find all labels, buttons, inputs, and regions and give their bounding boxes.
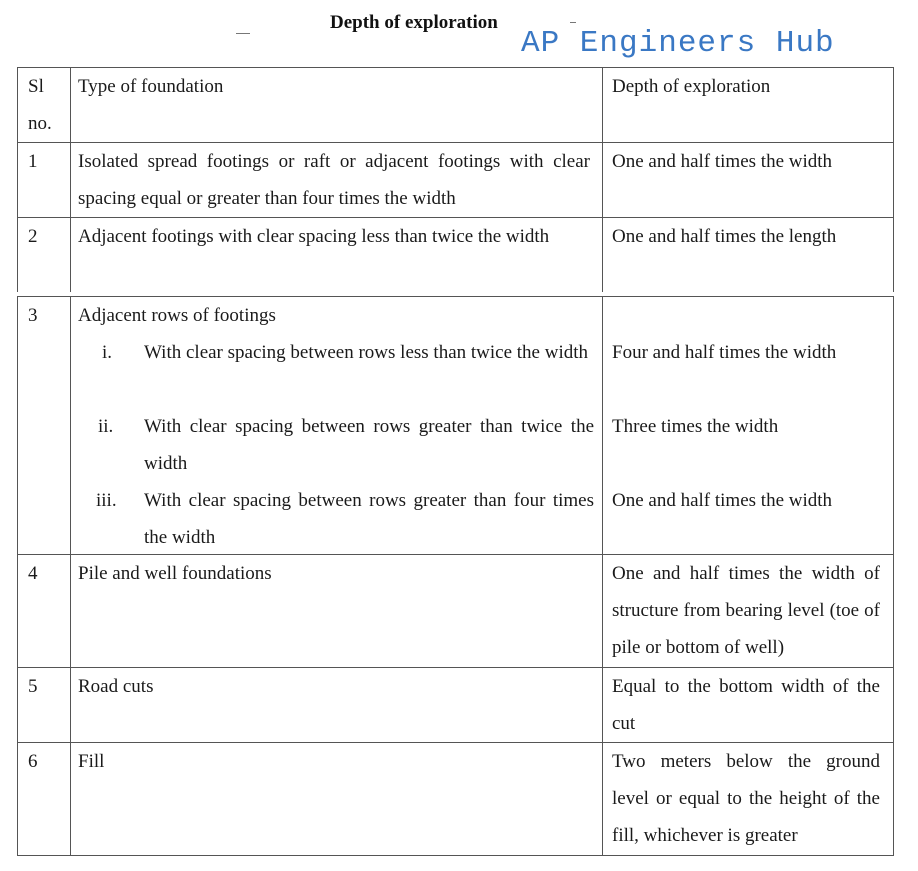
exploration-table [17,67,894,856]
header-depth: Depth of exploration [612,76,771,97]
row-number: 2 [28,226,38,247]
sub-item-number: ii. [98,416,114,437]
exploration-depth: Equal to the bottom width of the cut [612,676,880,734]
row-number: 6 [28,751,38,772]
foundation-type: Isolated spread footings or raft or adjacent footings with clear spacing equal or greater than four times the width [78,151,590,209]
watermark: AP Engineers Hub [521,26,835,61]
foundation-type: Adjacent rows of footings [78,305,276,326]
foundation-type: Road cuts [78,676,154,697]
row-number: 4 [28,563,38,584]
exploration-depth: Two meters below the ground level or equal to the height of the fill, whichever is greater [612,751,880,846]
table-row [17,554,894,667]
exploration-depth: One and half times the width [612,151,833,172]
sub-item-number: i. [102,342,113,363]
sub-item-text: With clear spacing between rows less than twice the width [144,342,589,363]
table-row [17,142,894,217]
sub-item-text: With clear spacing between rows greater than twice the width [144,416,594,474]
foundation-type: Adjacent footings with clear spacing less than twice the width [78,226,550,247]
table-row [17,217,894,292]
row-number: 3 [28,305,38,326]
exploration-depth: One and half times the width [612,490,833,511]
exploration-depth: Three times the width [612,416,779,437]
foundation-type: Pile and well foundations [78,563,272,584]
foundation-type: Fill [78,751,105,772]
page-title: Depth of exploration [330,12,498,33]
sub-item-number: iii. [96,490,117,511]
scan-mark [570,22,576,23]
exploration-depth: Four and half times the width [612,342,837,363]
scan-mark [236,33,250,34]
table-header-row [17,67,894,142]
table-row [17,742,894,856]
header-type: Type of foundation [78,76,224,97]
sub-item-text: With clear spacing between rows greater than four times the width [144,490,594,548]
header-no: Sl no. [28,76,52,134]
table-row [17,296,894,554]
row-number: 1 [28,151,38,172]
row-number: 5 [28,676,38,697]
exploration-depth: One and half times the width of structure from bearing level (toe of pile or bottom of well) [612,563,880,658]
table-row [17,667,894,742]
exploration-depth: One and half times the length [612,226,837,247]
